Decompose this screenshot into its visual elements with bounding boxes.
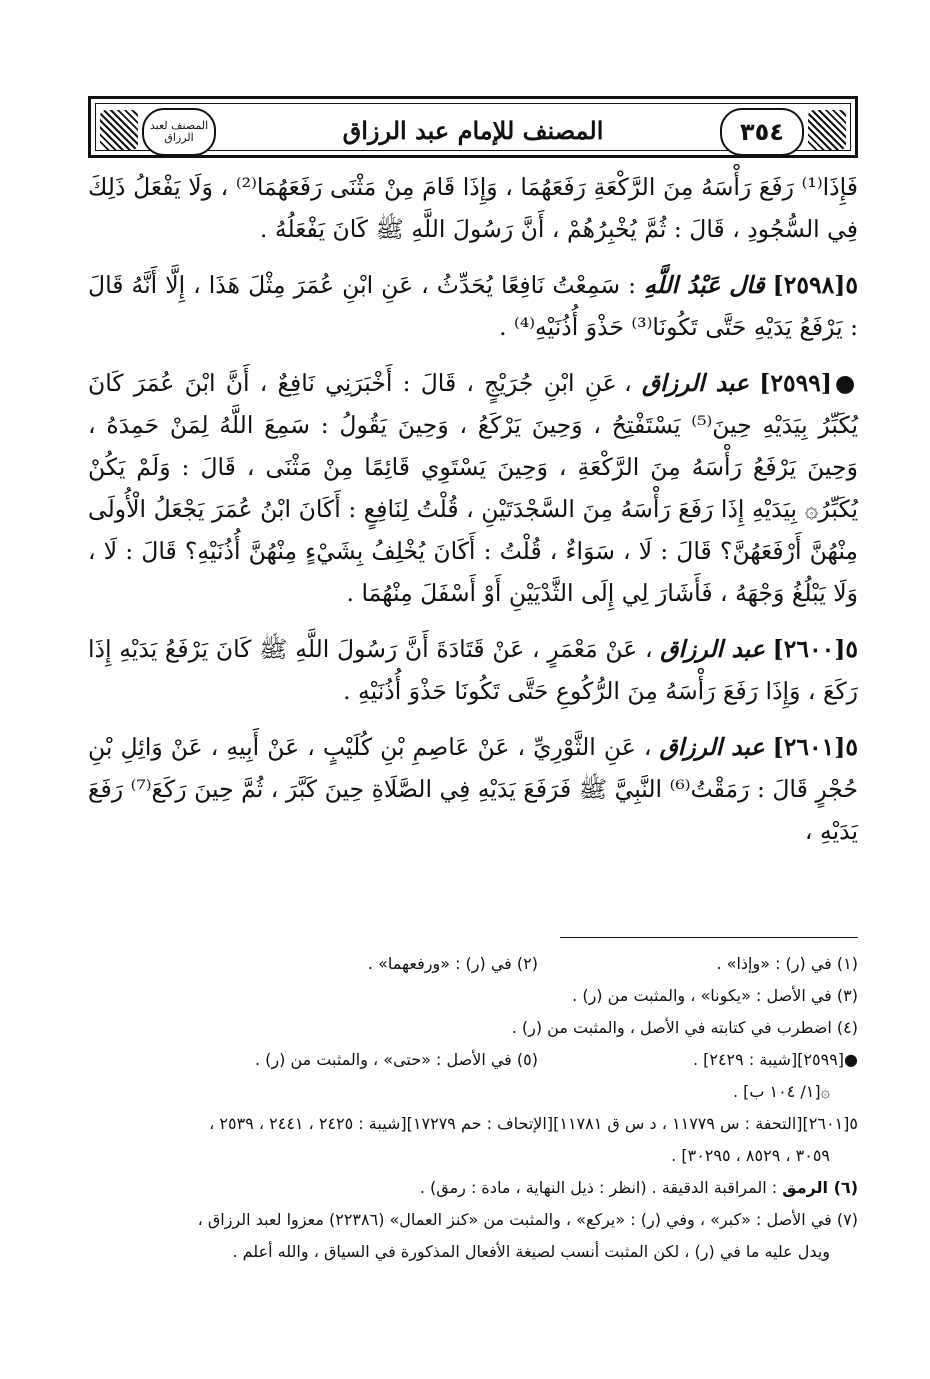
footnotes [88, 948, 858, 1268]
footnote-2: (٢) في (ر) : «ورفعهما» . [367, 954, 538, 973]
hadith-paragraph [88, 628, 858, 712]
footnote-1: (١) في (ر) : «وإذا» . [716, 954, 858, 973]
narrator-name: قال عَبْدُ اللَّهِ [644, 271, 765, 299]
hadith-text: ، عَنِ الثَّوْرِيِّ ، عَنْ عَاصِمِ بْنِ كُلَيْبٍ ، عَنْ أَبِيهِ ، عَنْ وَائِلِ بْنِ حُجْرٍ قَالَ : رَمَقْتُ⁽⁶⁾ النَّبِيَّ ﷺ فَرَفَعَ يَدَيْهِ فِي الصَّلَاةِ حِينَ كَبَّرَ ، ثُمَّ حِينَ رَكَعَ⁽⁷⁾ رَفَعَ يَدَيْهِ ، [88, 733, 858, 845]
hadith-paragraph [88, 362, 858, 614]
footnote-5: (٥) في الأصل : «حتى» ، والمثبت من (ر) . [254, 1050, 538, 1069]
footnote-4: (٤) اضطرب في كتابته في الأصل ، والمثبت من (ر) . [511, 1018, 858, 1037]
narrator-name: عبد الرزاق [659, 733, 765, 761]
footnote-divider [560, 937, 858, 938]
paragraph-text: فَإِذَا⁽¹⁾ رَفَعَ رَأْسَهُ مِنَ الرَّكْعَةِ رَفَعَهُمَا ، وَإِذَا قَامَ مِنْ مَثْنَى رَفَعَهُمَا⁽²⁾ ، وَلَا يَفْعَلُ ذَلِكَ فِي السُّجُودِ ، قَالَ : ثُمَّ يُخْبِرُهُمْ ، أَنَّ رَسُولَ اللَّهِ ﷺ كَانَ يَفْعَلُهُ . [88, 173, 859, 243]
hadith-text: ، عَنِ ابْنِ جُرَيْجٍ ، قَالَ : أَخْبَرَنِي نَافِعٌ ، أَنَّ ابْنَ عُمَرَ كَانَ يُكَبِّرُ بِيَدَيْهِ حِينَ⁽⁵⁾ يَسْتَفْتِحُ ، وَحِينَ يَرْكَعُ ، وَحِينَ يَقُولُ : سَمِعَ اللَّهُ لِمَنْ حَمِدَهُ ، وَحِينَ يَرْفَعُ رَأْسَهُ مِنَ الرَّكْعَةِ ، وَحِينَ يَسْتَوِي قَائِمًا مِنْ مَثْنَى ، قَالَ : وَلَمْ يَكُنْ يُكَبِّرُ۞ بِيَدَيْهِ إِذَا رَفَعَ رَأْسَهُ مِنَ السَّجْدَتَيْنِ ، قُلْتُ لِنَافِعٍ : أَكَانَ ابْنُ عُمَرَ يَجْعَلُ الْأُولَى مِنْهُنَّ أَرْفَعَهُنَّ؟ قَالَ : لَا ، سَوَاءٌ ، قُلْتُ : أَكَانَ يُخْلِفُ بِشَيْءٍ مِنْهُنَّ أُذُنَيْهِ؟ قَالَ : لَا ، وَلَا يَبْلُغُ وَجْهَهُ ، فَأَشَارَ لِي إِلَى الثَّدْيَيْنِ أَوْ أَسْفَلَ مِنْهُمَا . [88, 369, 858, 607]
book-seal-logo: المصنف لعبد الرزاق [142, 108, 216, 156]
footnote-3: (٣) في الأصل : «يكونا» ، والمثبت من (ر) . [572, 986, 858, 1005]
page-header [88, 96, 858, 158]
right-ornament-icon [808, 110, 846, 150]
reference-2601-cont: ٣٠٥٩ ، ٨٥٢٩ ، ٣٠٢٩٥] . [671, 1146, 830, 1165]
page-number: ٣٥٤ [740, 118, 784, 146]
main-text [88, 166, 858, 866]
footnote-row [88, 948, 858, 980]
footnote-6-label: (٦) الرمق [782, 1178, 858, 1197]
reference-2599: ●[٢٥٩٩][شيبة : ٢٤٢٩] . [692, 1050, 858, 1069]
reference-2601: ٥[٢٦٠١][التحفة : س ١١٧٧٩ ، د س ق ١١٧٨١][الإتحاف : حم ١٧٢٧٩][شيبة : ٢٤٢٥ ، ٢٤٤١ ، ٢٥٣٩ ، [209, 1114, 858, 1133]
footnote-row [88, 1044, 858, 1076]
running-title-box [306, 108, 640, 152]
folio-marker: ۞[١/ ١٠٤ ب] . [732, 1082, 830, 1101]
hadith-paragraph [88, 264, 858, 348]
footnote-7-cont: ويدل عليه ما في (ر) ، لكن المثبت أنسب لصيغة الأفعال المذكورة في السياق ، والله أعلم . [232, 1242, 830, 1261]
hadith-number: ٥[٢٦٠١] [772, 733, 858, 761]
running-title: المصنف للإمام عبد الرزاق [342, 115, 604, 145]
footnote-7: (٧) في الأصل : «كبر» ، وفي (ر) : «يركع» ، والمثبت من «كنز العمال» (٢٢٣٨٦) معزوا لعبد الرزاق ، [197, 1210, 858, 1229]
footnote-6-text: : المراقبة الدقيقة . (انظر : ذيل النهاية ، مادة : رمق) . [419, 1178, 778, 1197]
narrator-name: عبد الرزاق [660, 635, 765, 663]
left-ornament-icon [100, 110, 138, 150]
hadith-number: ٥[٢٥٩٨] [772, 271, 858, 299]
hadith-paragraph [88, 726, 858, 852]
hadith-text: ، عَنْ مَعْمَرٍ ، عَنْ قَتَادَةَ أَنَّ رَسُولَ اللَّهِ ﷺ كَانَ يَرْفَعُ يَدَيْهِ إِذَا رَكَعَ ، وَإِذَا رَفَعَ رَأْسَهُ مِنَ الرُّكُوعِ حَتَّى تَكُونَا حَذْوَ أُذُنَيْهِ . [88, 635, 858, 705]
paragraph [88, 166, 858, 250]
header-frame [95, 103, 851, 151]
hadith-number: ●[٢٥٩٩] [759, 369, 858, 397]
footnote-6 [88, 1172, 858, 1204]
narrator-name: عبد الرزاق [641, 369, 750, 397]
hadith-text: : سَمِعْتُ نَافِعًا يُحَدِّثُ ، عَنِ ابْنِ عُمَرَ مِثْلَ هَذَا ، إِلَّا أَنَّهُ قَالَ : يَرْفَعُ يَدَيْهِ حَتَّى تَكُونَا⁽³⁾ حَذْوَ أُذُنَيْهِ⁽⁴⁾ . [88, 271, 858, 341]
page-number-box [720, 108, 804, 156]
hadith-number: ٥[٢٦٠٠] [772, 635, 858, 663]
